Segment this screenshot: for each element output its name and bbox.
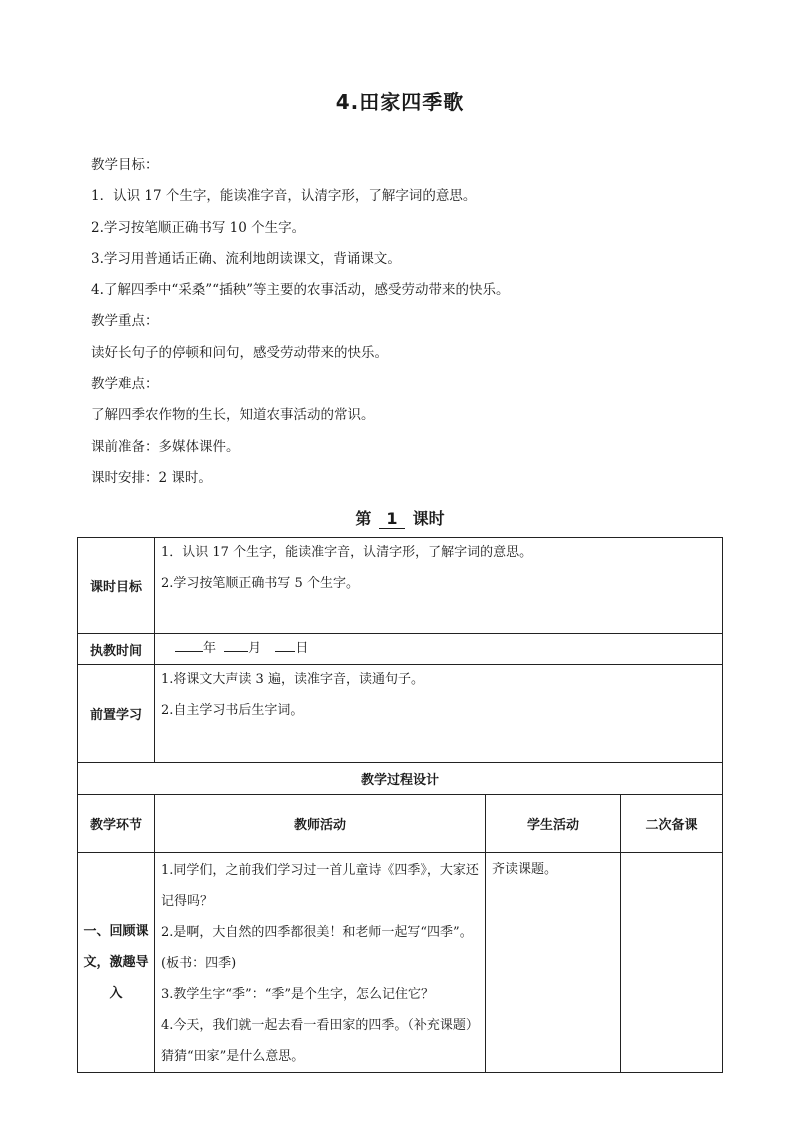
header-second: 二次备课 xyxy=(621,795,723,853)
time-row xyxy=(78,634,723,665)
header-teacher: 教师活动 xyxy=(155,795,486,853)
document-title: 4.田家四季歌 xyxy=(335,90,465,114)
teacher-step: 3.教学生字“季”：“季”是个生字，怎么记住它？ xyxy=(161,987,434,1002)
lesson-overview xyxy=(91,154,731,498)
lesson-plan-table xyxy=(77,537,723,1073)
prestudy-row xyxy=(78,665,723,763)
teacher-cell xyxy=(155,853,486,1073)
column-header-row xyxy=(78,795,723,853)
lesson-heading xyxy=(0,506,800,529)
time-content xyxy=(155,634,723,665)
time-label: 执教时间 xyxy=(78,634,155,665)
overview-line: 课前准备：多媒体课件。 xyxy=(91,438,240,455)
overview-line: 1．认识 17 个生字，能读准字音，认清字形，了解字词的意思。 xyxy=(91,188,477,205)
lesson-number: 1 xyxy=(379,510,405,529)
student-cell xyxy=(486,853,621,1073)
overview-line: 教学难点： xyxy=(91,376,159,393)
prestudy-label: 前置学习 xyxy=(78,665,155,763)
header-student: 学生活动 xyxy=(486,795,621,853)
prestudy-item: 2.自主学习书后生字词。 xyxy=(161,703,304,718)
overview-line: 读好长句子的停顿和问句，感受劳动带来的快乐。 xyxy=(91,344,388,361)
goal-content xyxy=(155,538,723,634)
teacher-step: 2.是啊，大自然的四季都很美！和老师一起写“四季”。(板书：四季) xyxy=(161,925,473,971)
day-blank xyxy=(275,637,295,652)
teacher-step: 1.同学们，之前我们学习过一首儿童诗《四季》，大家还记得吗？ xyxy=(161,863,479,909)
process-title: 教学过程设计 xyxy=(78,763,723,795)
overview-line: 课时安排：2 课时。 xyxy=(91,469,212,486)
overview-line: 教学目标： xyxy=(91,157,159,173)
goals-row xyxy=(78,538,723,634)
goal-label: 课时目标 xyxy=(78,538,155,634)
lesson-suffix: 课时 xyxy=(412,509,445,528)
month-text: 月 xyxy=(248,641,262,656)
second-prep-cell xyxy=(621,853,723,1073)
overview-line: 3.学习用普通话正确、流利地朗读课文，背诵课文。 xyxy=(91,250,401,267)
month-blank xyxy=(224,637,248,652)
prestudy-content xyxy=(155,665,723,763)
overview-line: 教学重点： xyxy=(91,313,159,330)
overview-line: 4.了解四季中“采桑”“插秧”等主要的农事活动，感受劳动带来的快乐。 xyxy=(91,282,510,299)
prestudy-item: 1.将课文大声读 3 遍，读准字音，读通句子。 xyxy=(161,672,424,687)
overview-line: 了解四季农作物的生长，知道农事活动的常识。 xyxy=(91,407,375,424)
year-text: 年 xyxy=(203,641,217,656)
teacher-step: 4.今天，我们就一起去看一看田家的四季。（补充课题）猜猜“田家”是什么意思。 xyxy=(161,1018,479,1064)
header-stage: 教学环节 xyxy=(78,795,155,853)
goal-item: 1．认识 17 个生字，能读准字音，认清字形，了解字词的意思。 xyxy=(161,545,533,560)
stage-cell: 一、回顾课文，激趣导入 xyxy=(78,853,155,1073)
overview-line: 2.学习按笔顺正确书写 10 个生字。 xyxy=(91,219,306,236)
goal-item: 2.学习按笔顺正确书写 5 个生字。 xyxy=(161,576,359,591)
lesson-prefix: 第 xyxy=(355,509,372,528)
year-blank xyxy=(175,637,203,652)
table-row xyxy=(78,853,723,1073)
day-text: 日 xyxy=(295,641,309,656)
process-title-row xyxy=(78,763,723,795)
student-activity: 齐读课题。 xyxy=(492,862,558,877)
